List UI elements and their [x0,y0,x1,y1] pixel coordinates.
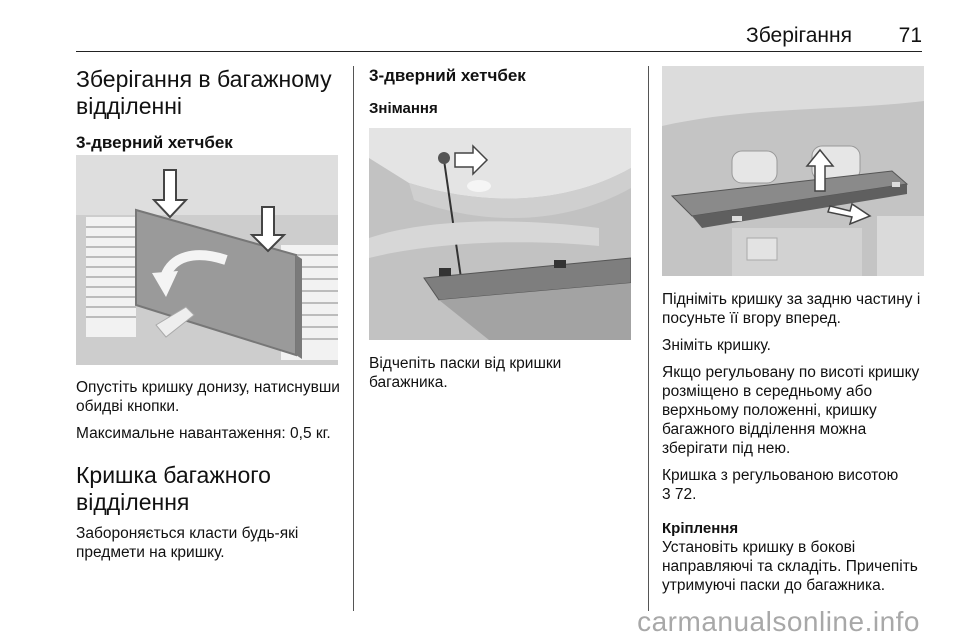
column-1 [76,66,344,153]
paragraph-lift-cover: Підніміть кришку за задню частину і посуньте її вгору вперед. [662,291,921,327]
heading-installation: Кріплення [662,520,739,537]
paragraph-max-load: Максимальне навантаження: 0,5 кг. [76,425,331,442]
running-section-title: Зберігання [746,24,852,47]
figure-lift-cover [662,66,924,276]
heading-removal: Знімання [369,100,438,117]
header-rule [76,51,922,52]
paragraph-store-under: Якщо регульовану по висоті кришку розміщено в середньому або верхньому положенні, кришку багажного відділення можна зберігати під нею. [662,364,920,457]
column-3-text [662,290,932,595]
column-2-text [369,354,637,392]
figure-floor-cover [76,155,338,365]
page-reference-link[interactable]: 3 72. [662,486,697,503]
adjustable-cover-text: Кришка з регульованою висотою [662,467,899,484]
paragraph-no-objects: Забороняється класти будь-які предмети на кришку. [76,525,299,561]
page-number: 71 [898,24,922,47]
paragraph-install-cover: Установіть кришку в бокові направляючі та складіть. Причепіть утримуючі паски до багажника. [662,539,918,594]
figure-detach-straps [369,128,631,340]
column-divider-1 [353,66,354,611]
column-divider-2 [648,66,649,611]
page-header [0,0,960,52]
subsection-title-hatchback: 3-дверний хетчбек [369,66,526,85]
paragraph-remove-cover: Зніміть кришку. [662,337,771,354]
paragraph-detach-straps: Відчепіть паски від кришки багажника. [369,355,562,391]
watermark: carmanualsonline.info [637,606,920,637]
detach-straps-illustration [369,128,631,340]
column-2 [369,66,637,118]
paragraph-lower-cover: Опустіть кришку донизу, натиснувши обидві кнопки. [76,379,340,415]
paragraph-adjustable-ref [662,466,932,504]
column-1-text [76,378,346,562]
section-title: Зберігання в багажному відділенні [76,66,332,119]
floor-cover-illustration [76,155,338,365]
lift-cover-illustration [662,66,924,276]
subsection-title: 3-дверний хетчбек [76,133,233,152]
section-title-load-cover: Кришка багажного відділення [76,462,271,515]
